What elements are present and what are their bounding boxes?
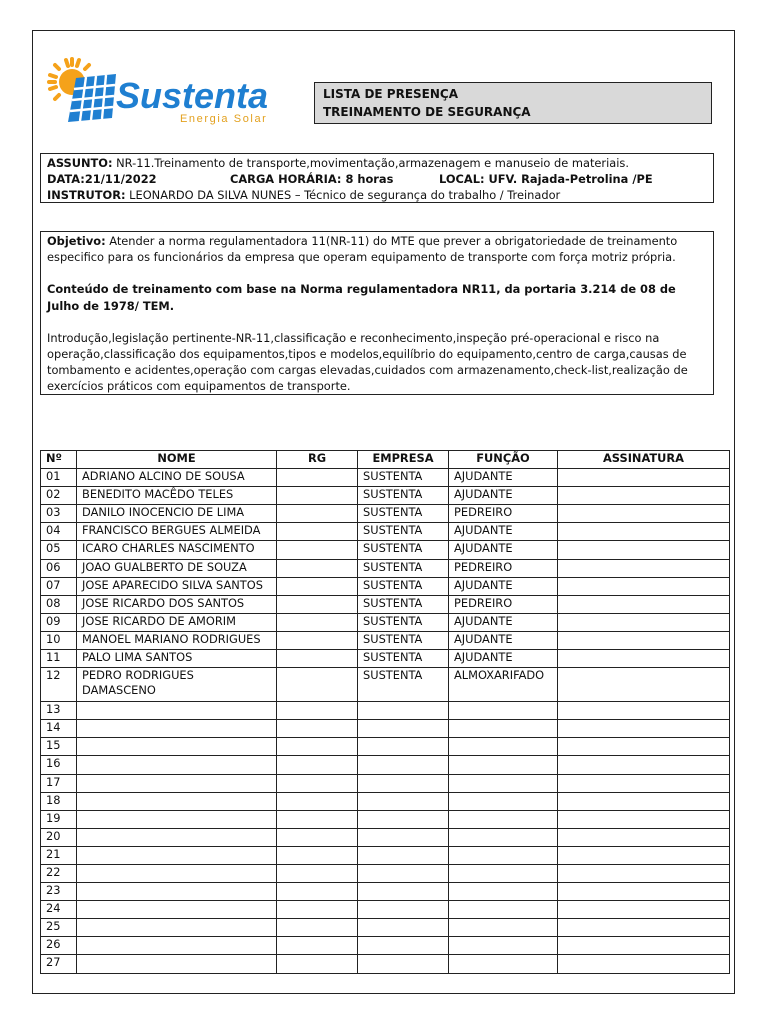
row-company bbox=[358, 828, 449, 846]
row-name bbox=[77, 901, 277, 919]
row-signature[interactable] bbox=[558, 523, 730, 541]
row-company: SUSTENTA bbox=[358, 505, 449, 523]
table-row bbox=[41, 505, 730, 523]
row-signature[interactable] bbox=[558, 756, 730, 774]
table-row bbox=[41, 919, 730, 937]
table-row bbox=[41, 846, 730, 864]
row-company bbox=[358, 810, 449, 828]
row-number: 06 bbox=[41, 559, 77, 577]
row-number: 14 bbox=[41, 720, 77, 738]
row-signature[interactable] bbox=[558, 720, 730, 738]
row-name: JOAO GUALBERTO DE SOUZA bbox=[77, 559, 277, 577]
row-function bbox=[449, 846, 558, 864]
row-number: 09 bbox=[41, 613, 77, 631]
header-company: EMPRESA bbox=[358, 451, 449, 469]
row-signature[interactable] bbox=[558, 846, 730, 864]
row-function: PEDREIRO bbox=[449, 595, 558, 613]
row-name bbox=[77, 756, 277, 774]
table-row bbox=[41, 668, 730, 702]
row-name: ADRIANO ALCINO DE SOUSA bbox=[77, 469, 277, 487]
row-number: 26 bbox=[41, 937, 77, 955]
logo-brand-text: Sustenta bbox=[116, 75, 269, 116]
objective-label: Objetivo: bbox=[47, 234, 106, 248]
row-function bbox=[449, 901, 558, 919]
row-number: 08 bbox=[41, 595, 77, 613]
row-name bbox=[77, 828, 277, 846]
row-company bbox=[358, 864, 449, 882]
row-number: 10 bbox=[41, 631, 77, 649]
row-rg bbox=[277, 828, 358, 846]
row-company: SUSTENTA bbox=[358, 613, 449, 631]
row-rg bbox=[277, 864, 358, 882]
objective-paragraph bbox=[47, 233, 707, 265]
table-row bbox=[41, 756, 730, 774]
row-name bbox=[77, 702, 277, 720]
row-name bbox=[77, 720, 277, 738]
row-number: 15 bbox=[41, 738, 77, 756]
instrutor-label: INSTRUTOR: bbox=[47, 188, 126, 202]
row-number: 20 bbox=[41, 828, 77, 846]
row-company bbox=[358, 702, 449, 720]
row-signature[interactable] bbox=[558, 864, 730, 882]
carga-value: 8 horas bbox=[341, 172, 394, 186]
row-signature[interactable] bbox=[558, 559, 730, 577]
row-signature[interactable] bbox=[558, 577, 730, 595]
row-function: AJUDANTE bbox=[449, 469, 558, 487]
row-rg bbox=[277, 720, 358, 738]
row-rg bbox=[277, 883, 358, 901]
row-rg bbox=[277, 650, 358, 668]
row-function bbox=[449, 702, 558, 720]
row-name: DANILO INOCENCIO DE LIMA bbox=[77, 505, 277, 523]
table-row bbox=[41, 774, 730, 792]
logo-tagline-text: Energia Solar bbox=[180, 113, 268, 125]
row-name: MANOEL MARIANO RODRIGUES bbox=[77, 631, 277, 649]
row-rg bbox=[277, 738, 358, 756]
row-number: 17 bbox=[41, 774, 77, 792]
row-signature[interactable] bbox=[558, 650, 730, 668]
row-number: 18 bbox=[41, 792, 77, 810]
row-company: SUSTENTA bbox=[358, 559, 449, 577]
table-row bbox=[41, 864, 730, 882]
table-row bbox=[41, 828, 730, 846]
row-number: 11 bbox=[41, 650, 77, 668]
row-rg bbox=[277, 523, 358, 541]
row-number: 16 bbox=[41, 756, 77, 774]
row-function: AJUDANTE bbox=[449, 487, 558, 505]
row-rg bbox=[277, 668, 358, 702]
row-name bbox=[77, 738, 277, 756]
row-number: 27 bbox=[41, 955, 77, 973]
row-signature[interactable] bbox=[558, 901, 730, 919]
row-signature[interactable] bbox=[558, 702, 730, 720]
row-signature[interactable] bbox=[558, 937, 730, 955]
table-row bbox=[41, 810, 730, 828]
table-row bbox=[41, 631, 730, 649]
row-name bbox=[77, 937, 277, 955]
table-row bbox=[41, 469, 730, 487]
row-function bbox=[449, 919, 558, 937]
row-signature[interactable] bbox=[558, 955, 730, 973]
row-rg bbox=[277, 613, 358, 631]
row-function bbox=[449, 955, 558, 973]
row-number: 22 bbox=[41, 864, 77, 882]
row-number: 03 bbox=[41, 505, 77, 523]
row-function: AJUDANTE bbox=[449, 577, 558, 595]
attendance-table bbox=[40, 450, 730, 974]
row-function bbox=[449, 883, 558, 901]
row-function: PEDREIRO bbox=[449, 559, 558, 577]
header-name: NOME bbox=[77, 451, 277, 469]
row-name: ICARO CHARLES NASCIMENTO bbox=[77, 541, 277, 559]
row-number: 02 bbox=[41, 487, 77, 505]
row-signature[interactable] bbox=[558, 919, 730, 937]
row-company: SUSTENTA bbox=[358, 577, 449, 595]
row-rg bbox=[277, 774, 358, 792]
table-row bbox=[41, 738, 730, 756]
data-label: DATA: bbox=[47, 172, 85, 186]
document-title bbox=[314, 82, 712, 124]
date-row bbox=[47, 171, 707, 187]
table-row bbox=[41, 702, 730, 720]
row-rg bbox=[277, 919, 358, 937]
row-rg bbox=[277, 541, 358, 559]
row-function bbox=[449, 720, 558, 738]
table-header-row bbox=[41, 451, 730, 469]
local-value: UFV. Rajada-Petrolina /PE bbox=[484, 172, 653, 186]
carga-label: CARGA HORÁRIA: bbox=[230, 172, 342, 186]
row-rg bbox=[277, 469, 358, 487]
row-function: AJUDANTE bbox=[449, 523, 558, 541]
row-company: SUSTENTA bbox=[358, 469, 449, 487]
table-row bbox=[41, 937, 730, 955]
row-rg bbox=[277, 595, 358, 613]
table-row bbox=[41, 650, 730, 668]
row-company bbox=[358, 955, 449, 973]
row-function: AJUDANTE bbox=[449, 650, 558, 668]
row-number: 13 bbox=[41, 702, 77, 720]
row-number: 24 bbox=[41, 901, 77, 919]
row-name: BENEDITO MACÊDO TELES bbox=[77, 487, 277, 505]
row-company: SUSTENTA bbox=[358, 631, 449, 649]
row-company: SUSTENTA bbox=[358, 668, 449, 702]
row-function bbox=[449, 810, 558, 828]
title-line-2: TREINAMENTO DE SEGURANÇA bbox=[323, 105, 531, 119]
row-rg bbox=[277, 901, 358, 919]
row-signature[interactable] bbox=[558, 469, 730, 487]
row-company bbox=[358, 774, 449, 792]
row-signature[interactable] bbox=[558, 541, 730, 559]
conteudo-paragraph: Conteúdo de treinamento com base na Norma regulamentadora NR11, da portaria 3.214 de 08 de Julho de 1978/ TEM. bbox=[47, 282, 676, 313]
instrutor-row bbox=[47, 187, 707, 203]
row-company: SUSTENTA bbox=[358, 595, 449, 613]
row-company: SUSTENTA bbox=[358, 541, 449, 559]
table-row bbox=[41, 901, 730, 919]
row-name: PALO LIMA SANTOS bbox=[77, 650, 277, 668]
objective-box bbox=[40, 231, 714, 395]
table-row bbox=[41, 541, 730, 559]
row-company bbox=[358, 738, 449, 756]
row-function bbox=[449, 756, 558, 774]
row-signature[interactable] bbox=[558, 828, 730, 846]
table-row bbox=[41, 595, 730, 613]
row-signature[interactable] bbox=[558, 668, 730, 702]
row-function bbox=[449, 774, 558, 792]
row-rg bbox=[277, 702, 358, 720]
row-name bbox=[77, 919, 277, 937]
row-signature[interactable] bbox=[558, 810, 730, 828]
row-function: AJUDANTE bbox=[449, 541, 558, 559]
row-company bbox=[358, 756, 449, 774]
row-rg bbox=[277, 792, 358, 810]
row-number: 01 bbox=[41, 469, 77, 487]
header-rg: RG bbox=[277, 451, 358, 469]
row-function: PEDREIRO bbox=[449, 505, 558, 523]
row-name bbox=[77, 955, 277, 973]
row-company bbox=[358, 919, 449, 937]
row-name bbox=[77, 774, 277, 792]
objective-text: Atender a norma regulamentadora 11(NR-11) do MTE que prever a obrigatoriedade de treinamento especifico para os funcionários da empresa que operam equipamento de transporte com força motriz própria. bbox=[47, 234, 678, 265]
row-signature[interactable] bbox=[558, 505, 730, 523]
header-function: FUNÇÃO bbox=[449, 451, 558, 469]
row-function bbox=[449, 828, 558, 846]
row-rg bbox=[277, 955, 358, 973]
row-number: 25 bbox=[41, 919, 77, 937]
table-row bbox=[41, 523, 730, 541]
row-company bbox=[358, 937, 449, 955]
row-number: 05 bbox=[41, 541, 77, 559]
row-signature[interactable] bbox=[558, 487, 730, 505]
row-function bbox=[449, 738, 558, 756]
row-function bbox=[449, 864, 558, 882]
topics-paragraph: Introdução,legislação pertinente-NR-11,classificação e reconhecimento,inspeção pré-operacional e risco na operação,classificação dos equipamentos,tipos e modelos,equilíbrio do equipamento,centro de carga,causas de tombamento e acidentes,operação com cargas elevadas,cuidados com armazenamento,check-list,realização de exercícios práticos com equipamentos de transporte. bbox=[47, 330, 688, 394]
row-name: PEDRO RODRIGUES DAMASCENO bbox=[77, 668, 277, 702]
row-number: 23 bbox=[41, 883, 77, 901]
table-row bbox=[41, 577, 730, 595]
title-line-1: LISTA DE PRESENÇA bbox=[323, 87, 459, 101]
assunto-label: ASSUNTO: bbox=[47, 156, 113, 170]
row-signature[interactable] bbox=[558, 595, 730, 613]
table-row bbox=[41, 955, 730, 973]
row-company bbox=[358, 883, 449, 901]
row-name: JOSE RICARDO DE AMORIM bbox=[77, 613, 277, 631]
row-name: JOSE APARECIDO SILVA SANTOS bbox=[77, 577, 277, 595]
row-name bbox=[77, 864, 277, 882]
row-rg bbox=[277, 577, 358, 595]
row-signature[interactable] bbox=[558, 738, 730, 756]
row-function bbox=[449, 937, 558, 955]
row-function: AJUDANTE bbox=[449, 613, 558, 631]
row-number: 21 bbox=[41, 846, 77, 864]
header-signature: ASSINATURA bbox=[558, 451, 730, 469]
row-signature[interactable] bbox=[558, 792, 730, 810]
row-function: ALMOXARIFADO bbox=[449, 668, 558, 702]
row-company bbox=[358, 901, 449, 919]
row-number: 19 bbox=[41, 810, 77, 828]
table-row bbox=[41, 613, 730, 631]
row-signature[interactable] bbox=[558, 883, 730, 901]
row-number: 12 bbox=[41, 668, 77, 702]
row-signature[interactable] bbox=[558, 631, 730, 649]
row-company bbox=[358, 792, 449, 810]
table-row bbox=[41, 883, 730, 901]
row-rg bbox=[277, 559, 358, 577]
row-company: SUSTENTA bbox=[358, 523, 449, 541]
row-name bbox=[77, 846, 277, 864]
data-value: 21/11/2022 bbox=[84, 172, 157, 186]
row-rg bbox=[277, 505, 358, 523]
header-number: Nº bbox=[41, 451, 77, 469]
row-signature[interactable] bbox=[558, 774, 730, 792]
row-signature[interactable] bbox=[558, 613, 730, 631]
table-row bbox=[41, 559, 730, 577]
row-company bbox=[358, 720, 449, 738]
row-name: JOSE RICARDO DOS SANTOS bbox=[77, 595, 277, 613]
row-company bbox=[358, 846, 449, 864]
row-name bbox=[77, 810, 277, 828]
table-row bbox=[41, 487, 730, 505]
instrutor-value: LEONARDO DA SILVA NUNES – Técnico de segurança do trabalho / Treinador bbox=[125, 188, 561, 202]
row-function bbox=[449, 792, 558, 810]
table-row bbox=[41, 792, 730, 810]
row-rg bbox=[277, 937, 358, 955]
row-name bbox=[77, 792, 277, 810]
row-rg bbox=[277, 631, 358, 649]
row-rg bbox=[277, 846, 358, 864]
sustenta-logo bbox=[46, 56, 282, 128]
row-company: SUSTENTA bbox=[358, 650, 449, 668]
row-number: 07 bbox=[41, 577, 77, 595]
row-rg bbox=[277, 756, 358, 774]
row-company: SUSTENTA bbox=[358, 487, 449, 505]
row-function: AJUDANTE bbox=[449, 631, 558, 649]
row-name bbox=[77, 883, 277, 901]
training-info-box bbox=[40, 153, 714, 203]
row-rg bbox=[277, 487, 358, 505]
assunto-value: NR-11.Treinamento de transporte,movimentação,armazenagem e manuseio de materiais. bbox=[112, 156, 629, 170]
row-name: FRANCISCO BERGUES ALMEIDA bbox=[77, 523, 277, 541]
assunto-row bbox=[47, 155, 707, 171]
table-row bbox=[41, 720, 730, 738]
row-rg bbox=[277, 810, 358, 828]
attendance-body bbox=[41, 469, 730, 973]
row-number: 04 bbox=[41, 523, 77, 541]
local-label: LOCAL: bbox=[439, 172, 485, 186]
